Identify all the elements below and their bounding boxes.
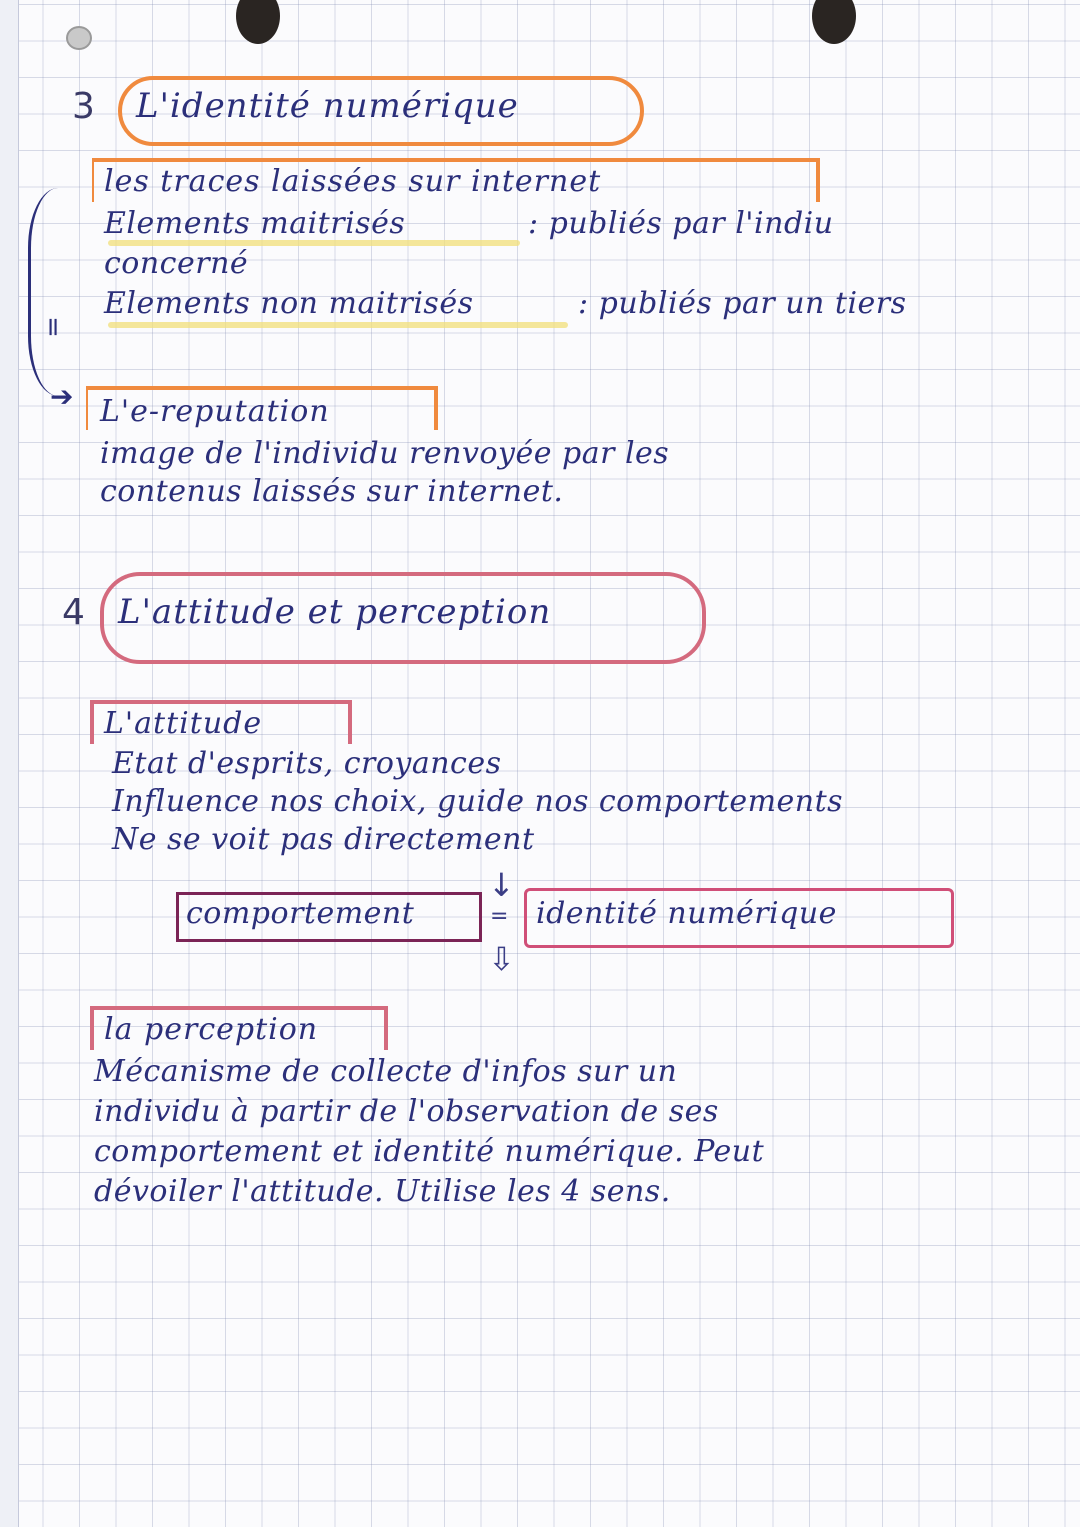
elements-text: : publiés par un tiers bbox=[578, 286, 907, 321]
attitude-heading: L'attitude bbox=[104, 706, 263, 741]
equals-mark: = bbox=[37, 316, 68, 338]
section-title: L'attitude et perception bbox=[118, 592, 552, 632]
attitude-bullet: Influence nos choix, guide nos comportements bbox=[112, 784, 844, 819]
equals-icon: = bbox=[490, 904, 509, 929]
binder-hole bbox=[812, 0, 856, 44]
attitude-bullet: Ne se voit pas directement bbox=[112, 822, 535, 857]
perception-line: dévoiler l'attitude. Utilise les 4 sens. bbox=[94, 1174, 671, 1209]
traces-heading: les traces laissées sur internet bbox=[104, 164, 602, 199]
ereputation-line: image de l'individu renvoyée par les bbox=[100, 436, 670, 471]
ereputation-heading: L'e-reputation bbox=[100, 394, 330, 429]
elements-label: Elements maitrisés bbox=[104, 206, 406, 241]
section-number: 3 bbox=[72, 86, 95, 127]
paper-margin bbox=[0, 0, 19, 1527]
attitude-bullet: Etat d'esprits, croyances bbox=[112, 746, 502, 781]
section-number: 4 bbox=[62, 592, 85, 633]
ereputation-line: contenus laissés sur internet. bbox=[100, 474, 564, 509]
identite-label: identité numérique bbox=[536, 896, 837, 931]
arrow-icon: ➔ bbox=[50, 380, 74, 413]
bracket-arrow bbox=[28, 188, 71, 396]
highlight bbox=[108, 322, 568, 328]
down-arrow-icon: ⇩ bbox=[488, 940, 515, 978]
binder-hole bbox=[236, 0, 280, 44]
elements-label: Elements non maitrisés bbox=[104, 286, 474, 321]
down-arrow-icon: ↓ bbox=[488, 866, 515, 904]
perception-line: individu à partir de l'observation de ses bbox=[94, 1094, 719, 1129]
perception-heading: la perception bbox=[104, 1012, 319, 1047]
comportement-label: comportement bbox=[186, 896, 415, 931]
paper-stain bbox=[66, 26, 92, 50]
section-title: L'identité numérique bbox=[136, 86, 519, 126]
perception-line: Mécanisme de collecte d'infos sur un bbox=[94, 1054, 678, 1089]
perception-line: comportement et identité numérique. Peut bbox=[94, 1134, 765, 1169]
elements-text: : publiés par l'indiu bbox=[528, 206, 834, 241]
elements-continuation: concerné bbox=[104, 246, 249, 281]
